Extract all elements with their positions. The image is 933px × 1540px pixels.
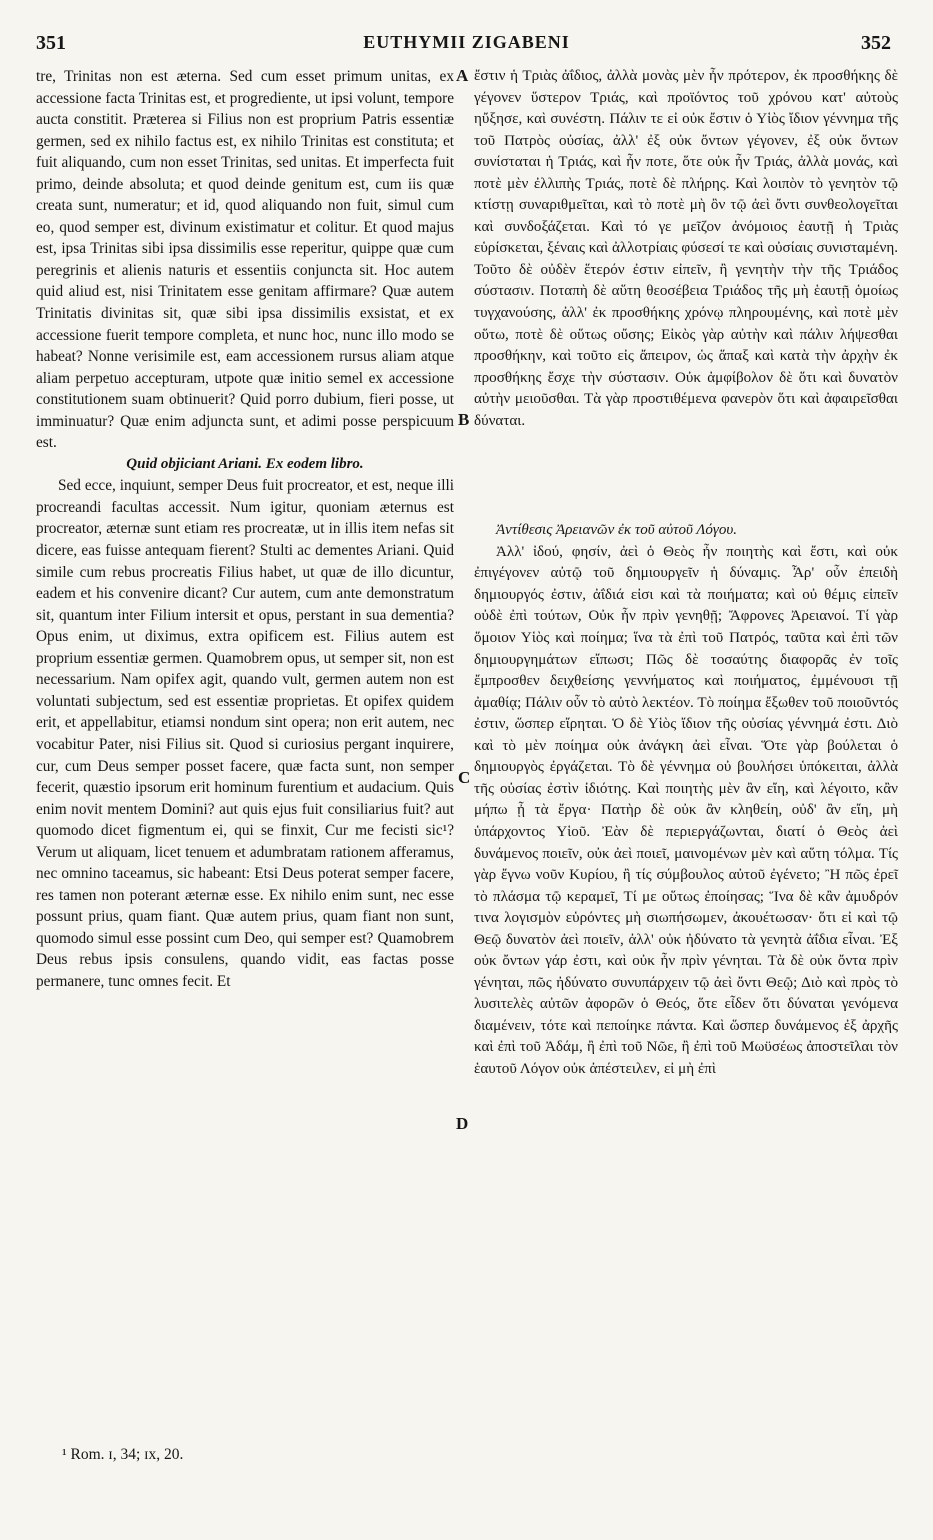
running-header <box>0 32 933 62</box>
footnote: ¹ Rom. ɪ, 34; ɪx, 20. <box>62 1446 184 1463</box>
latin-paragraph-1: tre, Trinitas non est æterna. Sed cum esset primum unitas, ex accessione facta Trinitas est, et progrediente, ut ipsi volunt, tempore aucta constitit. Præterea si Filius non est proprium Patris essentiæ germen, sed ex nihilo factus est, ex nihilo Trinitas est constituta; et fuit aliquando, cum non esset Trinitas, sed unitas. Et imperfecta fuit primo, deinde absoluta; et quod deinde genitum est, cum iis quæ creata sunt, numeratur; et id, quod aliquando non fuit, simul cum eo, quod semper est, divinum existimatur et colitur. Et quod majus est, ipsa Trinitas sibi ipsa dissimilis esse reperitur, quippe quæ cum peregrinis et alienis naturis et essentiis conjuncta sit. Hoc autem quid aliud est, nisi Trinitatem esse genitam affirmare? Quæ autem Trinitatis divinitas sit, quæ sibi ipsa dissimilis exsistat, et ex accessione fuerit tempore completa, et nunc hoc, nunc illo modo se habeat? Nonne verisimile est, eam accessionem rursus aliam atque aliam perpetuo accepturam, utpote quæ initio semel ex accessione constitutionem suam obtinuerit? Quid porro dubium, fieri posse, ut imminuatur? Quæ enim adjuncta sunt, et adimi posse perspicuum est. <box>36 68 454 452</box>
latin-paragraph-2: Sed ecce, inquiunt, semper Deus fuit procreator, et est, neque illi procreandi facultas accessit. Num igitur, quoniam æternus est procreator, æternæ sunt etiam res procreatæ, ut in illis item nefas sit dicere, eas fuisse antequam fierent? Stulti ac dementes Ariani. Quid simile cum rebus procreatis Filius habet, ut quæ de illo dicuntur, eadem et his convenire dicant? Cur autem, cum ante demonstratum sit, quantum inter Filium intersit et opus, perstant in sua dementia? Opus enim, ut diximus, extra opificem est. Filius autem est proprium essentiæ germen. Quamobrem opus, ut semper sit, non est necessarium. Nam opifex agit, quando vult, germen autem non est voluntati subjectum, sed est essentiæ proprietas. Et opifex quidem erit, et appellabitur, etiamsi nondum sint opera; non erit autem, nec vocabitur Pater, nisi Filius sit. Quod si curiosius pergant inquirere, cur, cum Deus semper posset facere, quæ facta sunt, non semper fecerit, quæstio ipsorum erit hominum furentium et audacium. Quis enim novit mentem Domini? aut quis ejus fuit consiliarius fuit? aut quomodo dicet figmentum ei, qui se finxit, Cur me fecisti sic¹? Verum ut aliquam, licet tenuem et adumbratam rationem afferamus, nec omnino taceamus, sic habeant: Etsi Deus poterat semper facere, res tamen non poterant æternæ esse. Ex nihilo enim sunt, nec esse possunt prius, quam fiant. Quæ autem prius, quam fiant non sunt, quomodo simul esse possint cum Deo, qui semper est? Quamobrem Deus rebus ipsis consulens, quando vidit, eas factas posse permanere, tunc omnes fecit. Et <box>36 477 454 990</box>
greek-paragraph-1: ἔστιν ἡ Τριὰς ἀΐδιος, ἀλλὰ μονὰς μὲν ἦν πρότερον, ἐκ προσθήκης δὲ γέγονεν ὕστερον Τριάς, καὶ προϊόντος τοῦ χρόνου κατ' αὐτοὺς ηὔξησε, καὶ συνέστη. Πάλιν τε εἰ οὐκ ἔστιν ὁ Υἱὸς ἴδιον γέννημα τῆς τοῦ Πατρὸς οὐσίας, ἀλλ' ἐξ οὐκ ὄντων γέγονεν, ἐξ οὐκ ὄντων συνίσταται ἡ Τριάς, καὶ ἦν ποτε, ὅτε οὐκ ἦν Τριάς, ἀλλὰ μονάς, καὶ ποτὲ μὲν ἐλλιπὴς Τριάς, ποτὲ δὲ πλήρης. Καὶ λοιπὸν τὸ γενητὸν τῷ κτίστῃ συναριθμεῖται, καὶ τὸ ποτὲ μὴ ὂν τῷ ἀεὶ ὄντι συνθεολογεῖται καὶ συνδοξάζεται. Καὶ τό γε μεῖζον ἀνόμοιος ἑαυτῇ ἡ Τριὰς εὑρίσκεται, ξέναις καὶ ἀλλοτρίαις φύσεσί τε καὶ οὐσίαις συνισταμένη. Τοῦτο δὲ οὐδὲν ἕτερόν ἐστιν εἰπεῖν, ἢ γενητὴν τὴν τῆς Τριάδος σύστασιν. Ποταπὴ δὲ αὕτη θεοσέβεια Τριάδος τῆς μὴ ἑαυτῇ ὁμοίως τυγχανούσης, ἀλλ' ἐκ προσθήκης χρόνῳ πληρουμένης, καὶ ποτὲ μὲν οὕτω, ποτὲ δὲ οὕτως οὔσης; Εἰκὸς γὰρ αὐτὴν καὶ πάλιν λήψεσθαι προσθήκην, καὶ τοῦτο εἰς ἄπειρον, ὡς ἅπαξ καὶ κατὰ τὴν ἀρχὴν ἐκ προσθήκης ἔσχε τὴν σύστασιν. Οὐκ ἀμφίβολον δὲ ὅτι καὶ δυνατὸν αὐτὴν μειοῦσθαι. Τὰ γὰρ προστιθέμενα φανερὸν ὅτι καὶ ἀφαιρεῖσθαι δύναται. <box>474 68 898 429</box>
column-gap <box>474 432 898 520</box>
greek-paragraph-2: Ἀλλ' ἰδού, φησίν, ἀεὶ ὁ Θεὸς ἦν ποιητὴς καὶ ἔστι, καὶ οὐκ ἐπιγέγονεν αὐτῷ τοῦ δημιουργεῖν ἡ δύναμις. Ἆρ' οὖν ἐπειδὴ δημιουργός ἐστιν, ἀΐδιά εἰσι καὶ τὰ ποιήματα; καὶ οὐ θέμις εἰπεῖν οὐδὲ ἐπὶ τούτων, Οὐκ ἦν πρὶν γενηθῇ; Ἄφρονες Ἀρειανοί. Τί γὰρ ὅμοιον Υἱὸς καὶ ποίημα; ἵνα τὰ ἐπὶ τοῦ Πατρός, ταῦτα καὶ ἐπὶ τῶν δημιουργημάτων εἴπωσι; Πῶς δὲ τοσαύτης διαφορᾶς ἐν τοῖς ἔμπροσθεν δειχθείσης γεννήματος καὶ ποιήματος, ἐμμένουσι τῇ ἀμαθίᾳ; Πάλιν οὖν τὸ αὐτὸ λεκτέον. Τὸ ποίημα ἔξωθεν τοῦ ποιοῦντός ἐστιν, ὥσπερ εἴρηται. Ὁ δὲ Υἱὸς ἴδιον τῆς οὐσίας γέννημά ἐστι. Διὸ καὶ τὸ μὲν ποίημα οὐκ ἀνάγκη ἀεὶ εἶναι. Ὅτε γὰρ βούλεται ὁ δημιουργὸς ἐργάζεται. Τὸ δὲ γέννημα οὐ βουλήσει ὑπόκειται, ἀλλὰ τῆς οὐσίας ἐστὶν ἰδιότης. Καὶ ποιητὴς μὲν ἂν εἴη, καὶ λέγοιτο, κἂν μήπω ᾖ τὰ ἔργα· Πατὴρ δὲ οὐκ ἂν κληθείη, οὐδ' ἂν εἴη, μὴ ὑπάρχοντος Υἱοῦ. Ἐὰν δὲ περιεργάζωνται, διατί ὁ Θεὸς ἀεὶ δυνάμενος ποιεῖν, οὐκ ἀεὶ ποιεῖ, μαινομένων μὲν καὶ αὕτη τόλμα. Τίς γὰρ ἔγνω νοῦν Κυρίου, ἢ τίς σύμβουλος αὐτοῦ ἐγένετο; Ἢ πῶς ἐρεῖ τὸ πλάσμα τῷ κεραμεῖ, Τί με οὕτως ἐποίησας; Ἵνα δὲ κἂν ἀμυδρόν τινα λογισμὸν εὑρόντες μὴ σιωπήσωμεν, ἀκουέτωσαν· ὅτι εἰ καὶ τῷ Θεῷ δυνατὸν ἀεὶ ποιεῖν, ἀλλ' οὐκ ἠδύνατο τὰ γενητὰ ἀΐδια εἶναι. Ἐξ οὐκ ὄντων γάρ ἐστι, καὶ οὐκ ἦν πρὶν γένηται. Τὰ δὲ οὐκ ὄντα πρὶν γένηται, πῶς ἠδύνατο συνυπάρχειν τῷ ἀεὶ ὄντι Θεῷ; Διὸ καὶ πρὸς τὸ λυσιτελὲς αὐτῶν ἀφορῶν ὁ Θεός, ὅτε εἶδεν ὅτι δύναται γενόμενα διαμένειν, τότε καὶ πεποίηκε πάντα. Καὶ ὥσπερ δυνάμενος ἐξ ἀρχῆς καὶ ἐπὶ τοῦ Ἀδάμ, ἢ ἐπὶ τοῦ Νῶε, ἢ ἐπὶ τοῦ Μωϋσέως ἀποστεῖλαι τὸν ἑαυτοῦ Λόγον οὐκ ἀπέστειλεν, εἰ μὴ ἐπὶ <box>474 543 898 1077</box>
margin-letter-d: D <box>456 1114 469 1133</box>
greek-section-heading: Ἀντίθεσις Ἀρειανῶν ἐκ τοῦ αὐτοῦ Λόγου. <box>496 522 737 539</box>
running-title: EUTHYMII ZIGABENI <box>363 32 570 52</box>
margin-letter-a: A <box>456 66 469 85</box>
latin-section-heading: Quid objiciant Ariani. Ex eodem libro. <box>126 455 364 472</box>
margin-letter-c: C <box>458 768 471 787</box>
page-number-left: 351 <box>36 32 66 54</box>
greek-column <box>474 66 898 1081</box>
latin-column <box>36 66 454 993</box>
margin-letter-b: B <box>458 410 470 429</box>
page-number-right: 352 <box>861 32 891 54</box>
